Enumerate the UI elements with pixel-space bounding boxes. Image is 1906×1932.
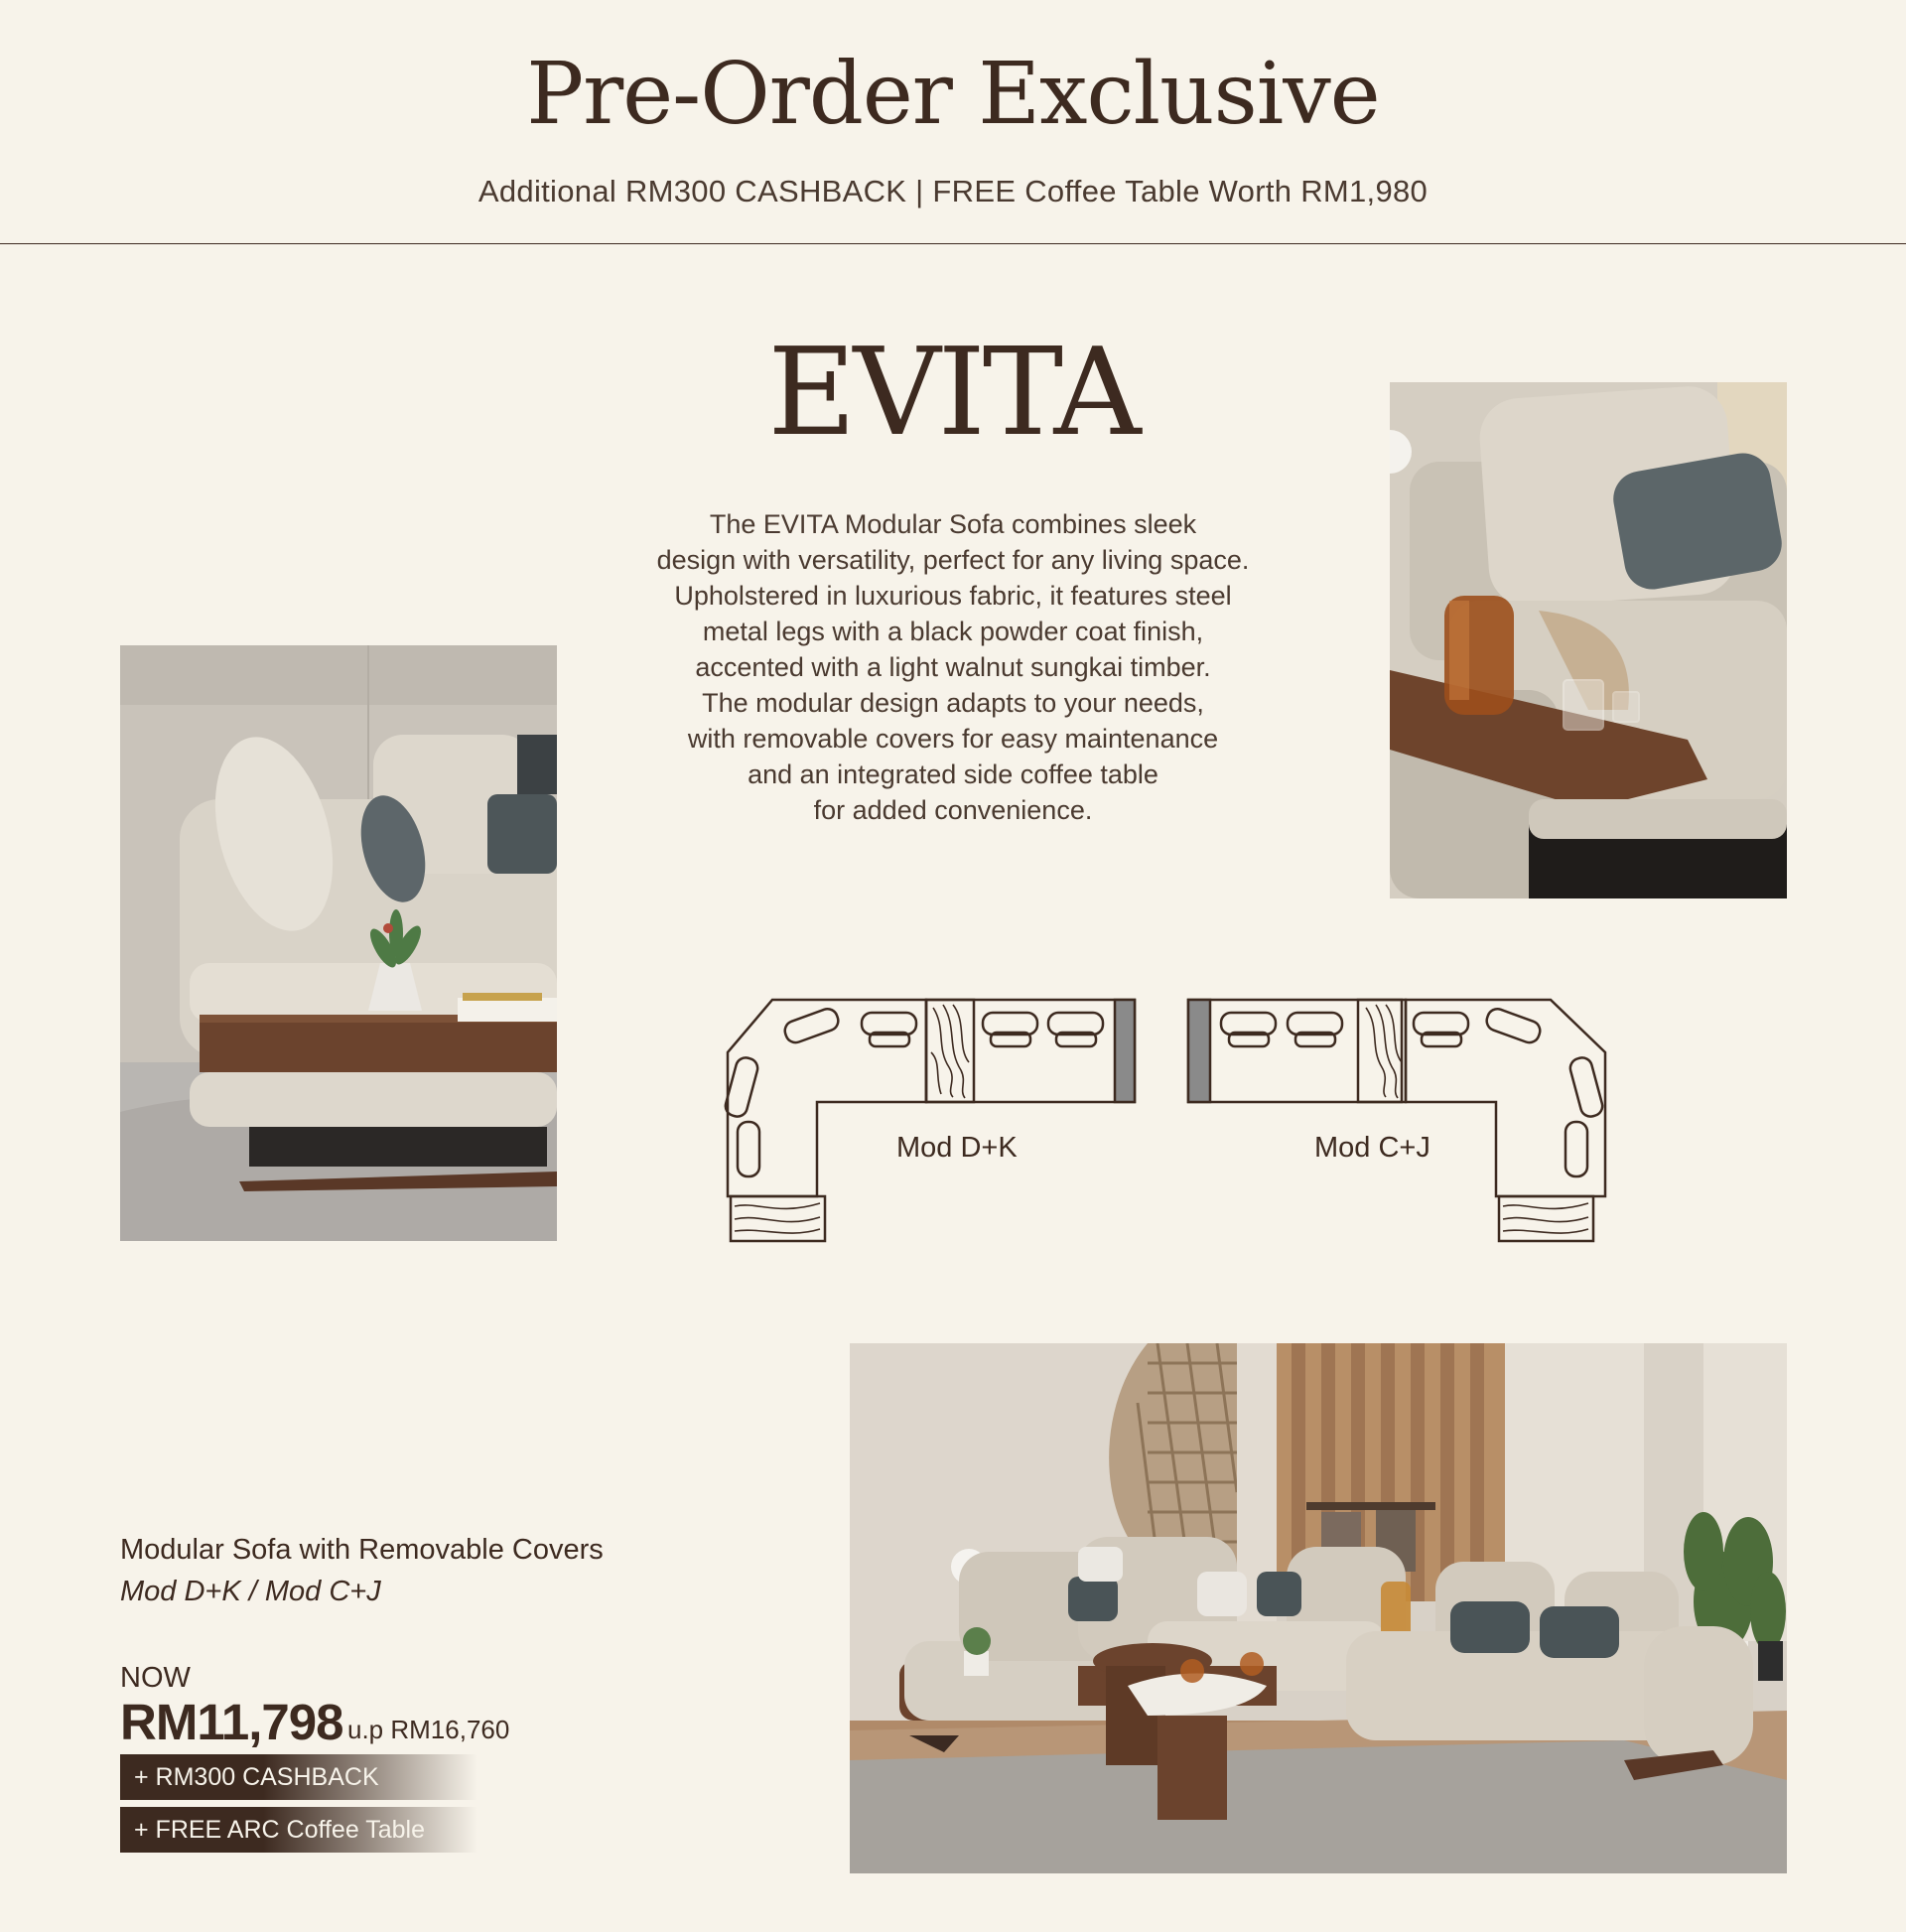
- price-prefix: NOW: [120, 1662, 191, 1694]
- promo-subtitle: Additional RM300 CASHBACK | FREE Coffee Table Worth RM1,980: [477, 174, 1429, 208]
- description-line: metal legs with a black powder coat finish,: [702, 617, 1204, 646]
- description-line: with removable covers for easy maintenance: [687, 724, 1219, 754]
- sofa-cushion-closeup-photo: [1390, 382, 1787, 898]
- page-title: Pre-Order Exclusive: [526, 45, 1380, 144]
- diagram-label-mod-dk: Mod D+K: [896, 1132, 1018, 1164]
- description-line: The EVITA Modular Sofa combines sleek: [709, 509, 1197, 539]
- product-name: Modular Sofa with Removable Covers: [120, 1534, 604, 1566]
- product-mods: Mod D+K / Mod C+J: [120, 1576, 381, 1607]
- brand-title: EVITA: [767, 322, 1139, 463]
- living-room-sectional-photo: [850, 1343, 1787, 1873]
- header-divider: [0, 243, 1906, 244]
- usual-price: u.p RM16,760: [347, 1715, 510, 1744]
- sofa-diagram-mod-dk: [723, 993, 1159, 1251]
- sofa-diagram-mod-cj: [1183, 993, 1620, 1251]
- product-description: [615, 506, 1291, 828]
- description-line: design with versatility, perfect for any living space.: [656, 545, 1250, 575]
- description-line: Upholstered in luxurious fabric, it features steel: [674, 581, 1232, 611]
- promo-badge-cashback: + RM300 CASHBACK: [120, 1754, 477, 1800]
- promo-badge-free-table: + FREE ARC Coffee Table: [120, 1807, 477, 1853]
- description-line: The modular design adapts to your needs,: [702, 688, 1204, 718]
- description-line: for added convenience.: [813, 795, 1093, 825]
- diagram-label-mod-cj: Mod C+J: [1314, 1132, 1430, 1164]
- sale-price: RM11,798: [120, 1694, 343, 1750]
- sofa-side-table-photo: [120, 645, 557, 1241]
- description-line: and an integrated side coffee table: [748, 759, 1158, 789]
- description-line: accented with a light walnut sungkai timber.: [695, 652, 1211, 682]
